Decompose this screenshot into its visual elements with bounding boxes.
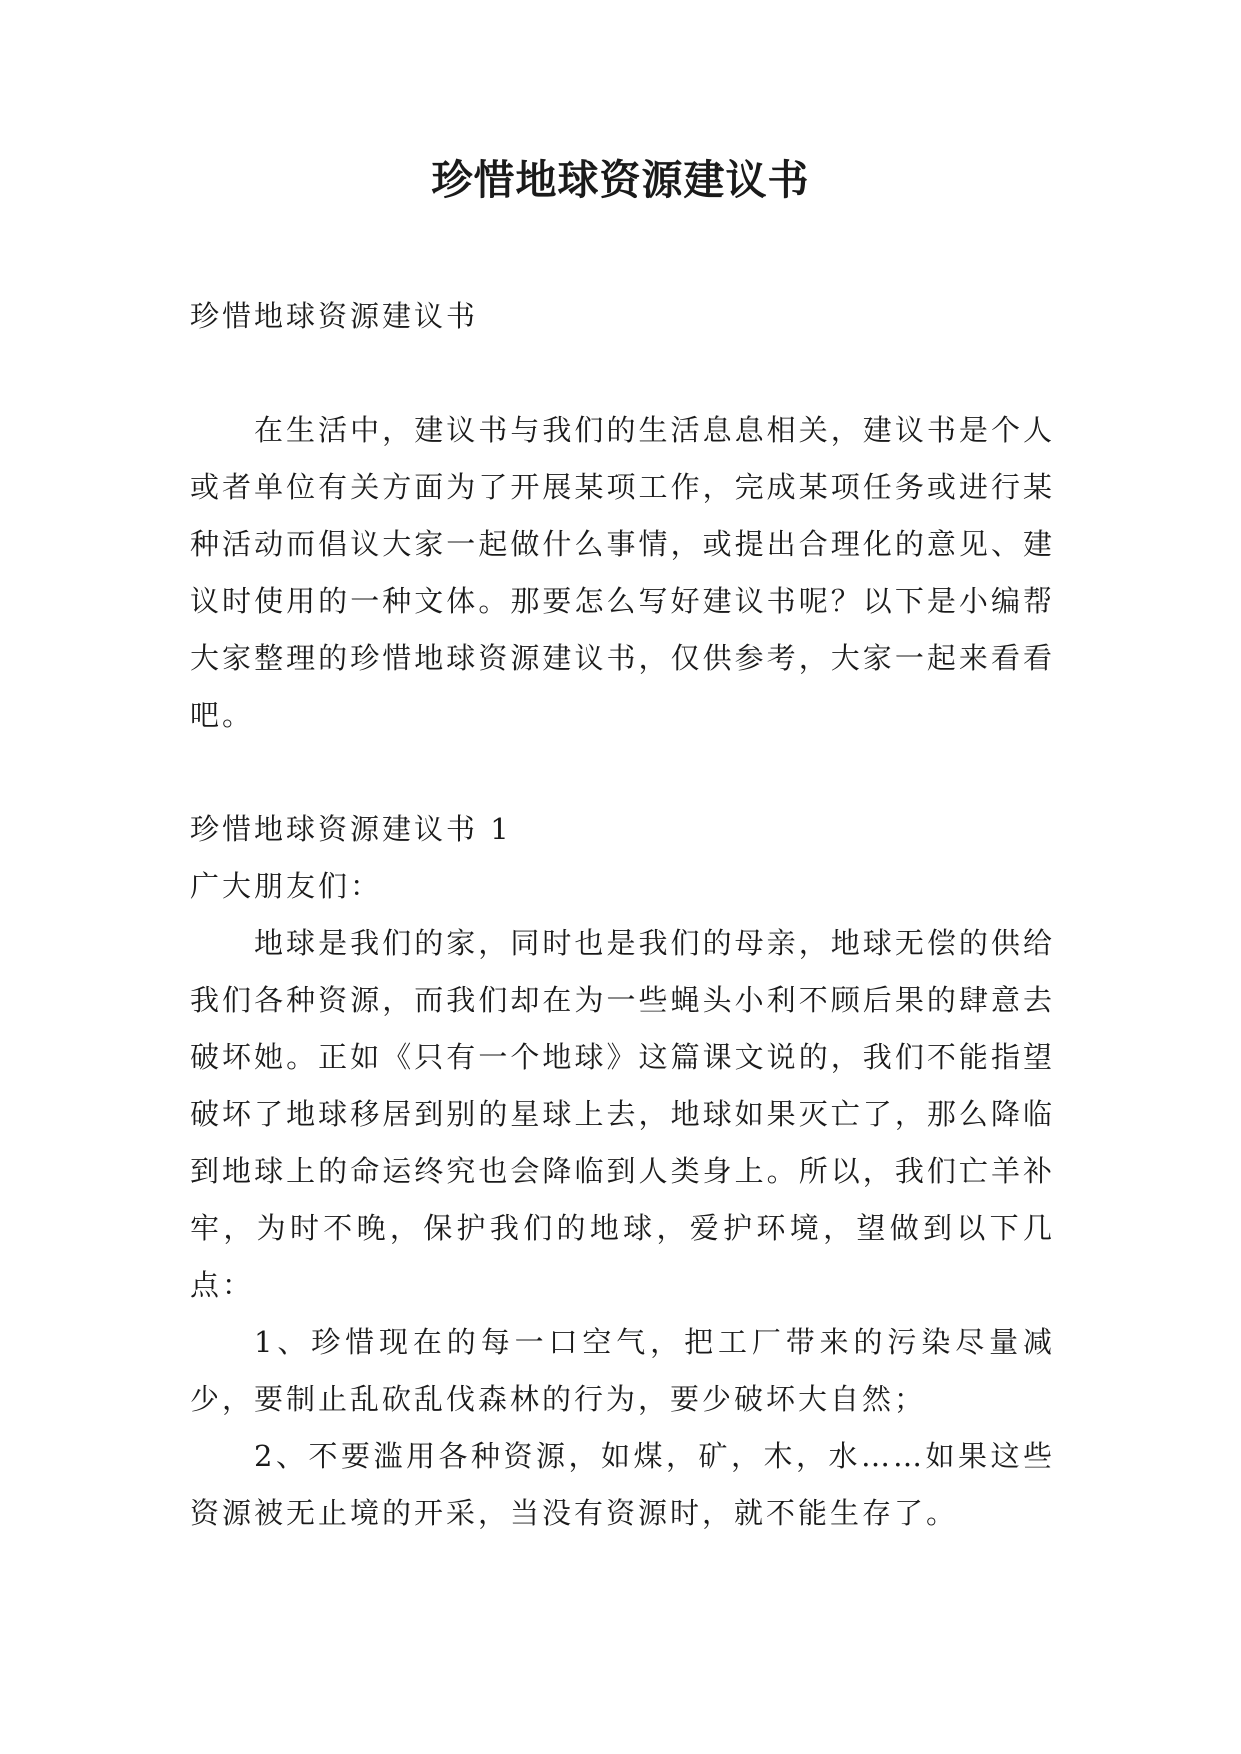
point-2: 2、不要滥用各种资源，如煤，矿，木，水……如果这些资源被无止境的开采，当没有资源时，就不能生存了。 [190,1439,1055,1530]
document-subtitle: 珍惜地球资源建议书 [190,299,479,333]
section-heading: 珍惜地球资源建议书 1 [190,812,512,846]
intro-paragraph: 在生活中，建议书与我们的生活息息相关，建议书是个人或者单位有关方面为了开展某项工作，完成某项任务或进行某种活动而倡议大家一起做什么事情，或提出合理化的意见、建议时使用的一种文体。那要怎么写好建议书呢？以下是小编帮大家整理的珍惜地球资源建议书，仅供参考，大家一起来看看吧。 [190,413,1055,732]
document-title: 珍惜地球资源建议书 [431,156,810,204]
point-1: 1、珍惜现在的每一口空气，把工厂带来的污染尽量减少，要制止乱砍乱伐森林的行为，要少破坏大自然； [190,1325,1055,1416]
body-paragraph: 地球是我们的家，同时也是我们的母亲，地球无偿的供给我们各种资源，而我们却在为一些蝇头小利不顾后果的肆意去破坏她。正如《只有一个地球》这篇课文说的，我们不能指望破坏了地球移居到别的星球上去，地球如果灭亡了，那么降临到地球上的命运终究也会降临到人类身上。所以，我们亡羊补牢，为时不晚，保护我们的地球，爱护环境，望做到以下几点： [190,926,1055,1302]
salutation: 广大朋友们： [190,869,383,903]
document-body [190,288,1055,1542]
